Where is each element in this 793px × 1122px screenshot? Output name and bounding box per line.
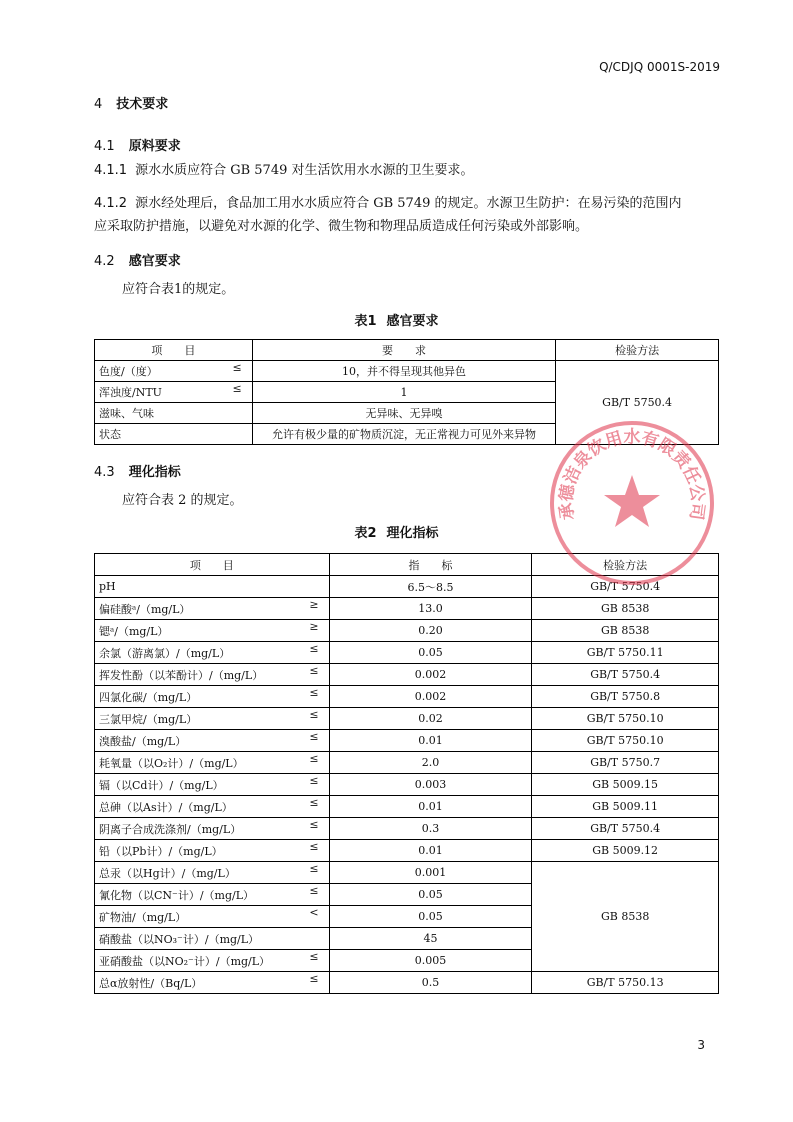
row-method: GB/T 5750.13 — [532, 972, 719, 994]
header-item: 项 目 — [95, 340, 253, 361]
item-label: 状态 — [99, 428, 121, 441]
comparator: ≤ — [309, 642, 319, 655]
row-indicator-value: 0.3 — [329, 818, 532, 840]
row-item — [95, 361, 253, 382]
row-item — [95, 950, 330, 972]
section-number: 4.1 — [94, 139, 115, 154]
row-item — [95, 796, 330, 818]
table-row — [95, 796, 719, 818]
table-row — [95, 361, 719, 382]
comparator: ≤ — [309, 752, 319, 765]
section-title: 原料要求 — [128, 139, 181, 154]
row-method: GB 5009.11 — [532, 796, 719, 818]
comparator: ≤ — [309, 686, 319, 699]
row-item — [95, 686, 330, 708]
row-item — [95, 576, 330, 598]
table1-caption-number: 表1 — [354, 314, 377, 329]
item-label: 总砷（以As计）/（mg/L） — [99, 800, 233, 814]
comparator: ≤ — [232, 361, 242, 374]
row-item — [95, 730, 330, 752]
table-row — [95, 598, 719, 620]
header-requirement: 要 求 — [252, 340, 555, 361]
item-label: 浑浊度/NTU — [99, 386, 162, 399]
row-indicator-value: 45 — [329, 928, 532, 950]
row-indicator-value: 0.5 — [329, 972, 532, 994]
table-row — [95, 708, 719, 730]
comparator: ≤ — [309, 884, 319, 897]
table-row — [95, 862, 719, 884]
row-indicator-value: 0.005 — [329, 950, 532, 972]
item-label: 余氯（游离氯）/（mg/L） — [99, 646, 231, 660]
table-row — [95, 664, 719, 686]
row-method: GB/T 5750.4 — [532, 664, 719, 686]
clause-text-line1: 源水经处理后，食品加工用水水质应符合 GB 5749 的规定。水源卫生防护：在易污染的范围内 — [135, 196, 682, 211]
item-label: 挥发性酚（以苯酚计）/（mg/L） — [99, 668, 264, 682]
section-title: 技术要求 — [116, 97, 169, 112]
row-indicator-value: 0.002 — [329, 686, 532, 708]
section-number: 4.2 — [94, 254, 115, 269]
row-item — [95, 884, 330, 906]
table-row — [95, 686, 719, 708]
row-method: GB/T 5750.4 — [532, 818, 719, 840]
row-requirement: 无异味、无异嗅 — [252, 403, 555, 424]
table-row — [95, 642, 719, 664]
row-method: GB/T 5750.10 — [532, 730, 719, 752]
section-4-2-heading — [94, 250, 181, 269]
row-indicator-value: 0.05 — [329, 642, 532, 664]
item-label: 亚硝酸盐（以NO₂⁻计）/（mg/L） — [99, 954, 271, 968]
row-indicator-value: 0.001 — [329, 862, 532, 884]
row-method: GB 8538 — [532, 862, 719, 972]
item-label: 硝酸盐（以NO₃⁻计）/（mg/L） — [99, 932, 260, 946]
row-item — [95, 774, 330, 796]
clause-text-line2: 应采取防护措施，以避免对水源的化学、微生物和物理品质造成任何污染或外部影响。 — [94, 219, 589, 234]
row-item — [95, 928, 330, 950]
row-indicator-value: 6.5～8.5 — [329, 576, 532, 598]
table-row — [95, 620, 719, 642]
clause-text: 源水水质应符合 GB 5749 对生活饮用水水源的卫生要求。 — [135, 163, 474, 178]
table-row — [95, 840, 719, 862]
table-physicochemical-indicators — [94, 553, 719, 994]
item-label: 镉（以Cd计）/（mg/L） — [99, 778, 224, 792]
header-item: 项 目 — [95, 554, 330, 576]
row-item — [95, 424, 253, 445]
row-indicator-value: 0.01 — [329, 840, 532, 862]
row-method: GB 8538 — [532, 598, 719, 620]
row-item — [95, 752, 330, 774]
star-icon — [604, 475, 660, 527]
row-requirement: 允许有极少量的矿物质沉淀，无正常视力可见外来异物 — [252, 424, 555, 445]
table-row — [95, 774, 719, 796]
section-title: 理化指标 — [128, 465, 181, 480]
row-indicator-value: 0.003 — [329, 774, 532, 796]
paragraph-4-1-2 — [94, 192, 724, 238]
paragraph-4-3: 应符合表 2 的规定。 — [122, 493, 243, 508]
paragraph-4-2: 应符合表1的规定。 — [122, 282, 235, 297]
item-label: 铅（以Pb计）/（mg/L） — [99, 844, 223, 858]
row-item — [95, 818, 330, 840]
row-item — [95, 972, 330, 994]
item-label: 偏硅酸ᵃ/（mg/L） — [99, 602, 191, 616]
row-indicator-value: 0.01 — [329, 796, 532, 818]
section-number: 4 — [94, 97, 103, 112]
row-requirement: 10，并不得呈现其他异色 — [252, 361, 555, 382]
row-method: GB/T 5750.10 — [532, 708, 719, 730]
row-item — [95, 708, 330, 730]
row-method: GB/T 5750.4 — [532, 576, 719, 598]
comparator: ≤ — [309, 796, 319, 809]
row-indicator-value: 2.0 — [329, 752, 532, 774]
comparator: ≤ — [309, 664, 319, 677]
table2-caption-title: 理化指标 — [386, 526, 439, 541]
row-indicator-value: 0.01 — [329, 730, 532, 752]
row-indicator-value: 0.02 — [329, 708, 532, 730]
row-method: GB/T 5750.7 — [532, 752, 719, 774]
comparator: ≤ — [309, 840, 319, 853]
row-indicator-value: 0.20 — [329, 620, 532, 642]
header-indicator: 指 标 — [329, 554, 532, 576]
table-header-row — [95, 340, 719, 361]
comparator: ≤ — [232, 382, 242, 395]
row-item — [95, 598, 330, 620]
header-method: 检验方法 — [532, 554, 719, 576]
row-item — [95, 862, 330, 884]
paragraph-4-1-1 — [94, 159, 474, 182]
row-method: GB/T 5750.11 — [532, 642, 719, 664]
item-label: 阴离子合成洗涤剂/（mg/L） — [99, 822, 242, 836]
comparator: ≥ — [309, 620, 319, 633]
item-label: 矿物油/（mg/L） — [99, 910, 187, 924]
comparator: < — [309, 906, 319, 919]
item-label: 色度/（度） — [99, 365, 158, 378]
item-label: 耗氧量（以O₂计）/（mg/L） — [99, 756, 244, 770]
item-label: 锶ᵃ/（mg/L） — [99, 624, 169, 638]
comparator: ≤ — [309, 950, 319, 963]
comparator: ≤ — [309, 774, 319, 787]
clause-number: 4.1.1 — [94, 163, 128, 178]
row-method: GB 5009.15 — [532, 774, 719, 796]
item-label: 滋味、气味 — [99, 407, 154, 420]
document-code: Q/CDJQ 0001S-2019 — [599, 60, 720, 74]
comparator: ≤ — [309, 708, 319, 721]
table-row — [95, 752, 719, 774]
row-item — [95, 906, 330, 928]
header-method: 检验方法 — [556, 340, 719, 361]
table1-caption — [0, 310, 793, 329]
comparator: ≤ — [309, 818, 319, 831]
item-label: 三氯甲烷/（mg/L） — [99, 712, 198, 726]
item-label: 总α放射性/（Bq/L） — [99, 976, 203, 990]
item-label: pH — [99, 580, 116, 593]
seal-text: 承德洁泉饮用水有限责任公司 — [556, 427, 708, 522]
item-label: 总汞（以Hg计）/（mg/L） — [99, 866, 236, 880]
row-method: GB/T 5750.8 — [532, 686, 719, 708]
table1-caption-title: 感官要求 — [386, 314, 439, 329]
comparator: ≤ — [309, 972, 319, 985]
section-4-3-heading — [94, 461, 181, 480]
item-label: 溴酸盐/（mg/L） — [99, 734, 187, 748]
row-item — [95, 840, 330, 862]
row-item — [95, 664, 330, 686]
row-indicator-value: 0.002 — [329, 664, 532, 686]
item-label: 氰化物（以CN⁻计）/（mg/L） — [99, 888, 255, 902]
row-indicator-value: 0.05 — [329, 906, 532, 928]
table-row — [95, 730, 719, 752]
section-number: 4.3 — [94, 465, 115, 480]
clause-number: 4.1.2 — [94, 196, 128, 211]
comparator: ≤ — [309, 862, 319, 875]
row-item — [95, 382, 253, 403]
row-method: GB 5009.12 — [532, 840, 719, 862]
row-item — [95, 403, 253, 424]
company-seal — [547, 418, 717, 588]
section-title: 感官要求 — [128, 254, 181, 269]
comparator: ≥ — [309, 598, 319, 611]
row-item — [95, 642, 330, 664]
comparator: ≤ — [309, 730, 319, 743]
table-row — [95, 818, 719, 840]
row-indicator-value: 13.0 — [329, 598, 532, 620]
method-cell: GB/T 5750.4 — [556, 361, 719, 445]
row-item — [95, 620, 330, 642]
table-row — [95, 972, 719, 994]
page-number: 3 — [697, 1038, 705, 1052]
table2-caption-number: 表2 — [354, 526, 377, 541]
section-4-heading — [94, 93, 168, 112]
row-requirement: 1 — [252, 382, 555, 403]
row-indicator-value: 0.05 — [329, 884, 532, 906]
row-method: GB 8538 — [532, 620, 719, 642]
section-4-1-heading — [94, 135, 181, 154]
item-label: 四氯化碳/（mg/L） — [99, 690, 198, 704]
